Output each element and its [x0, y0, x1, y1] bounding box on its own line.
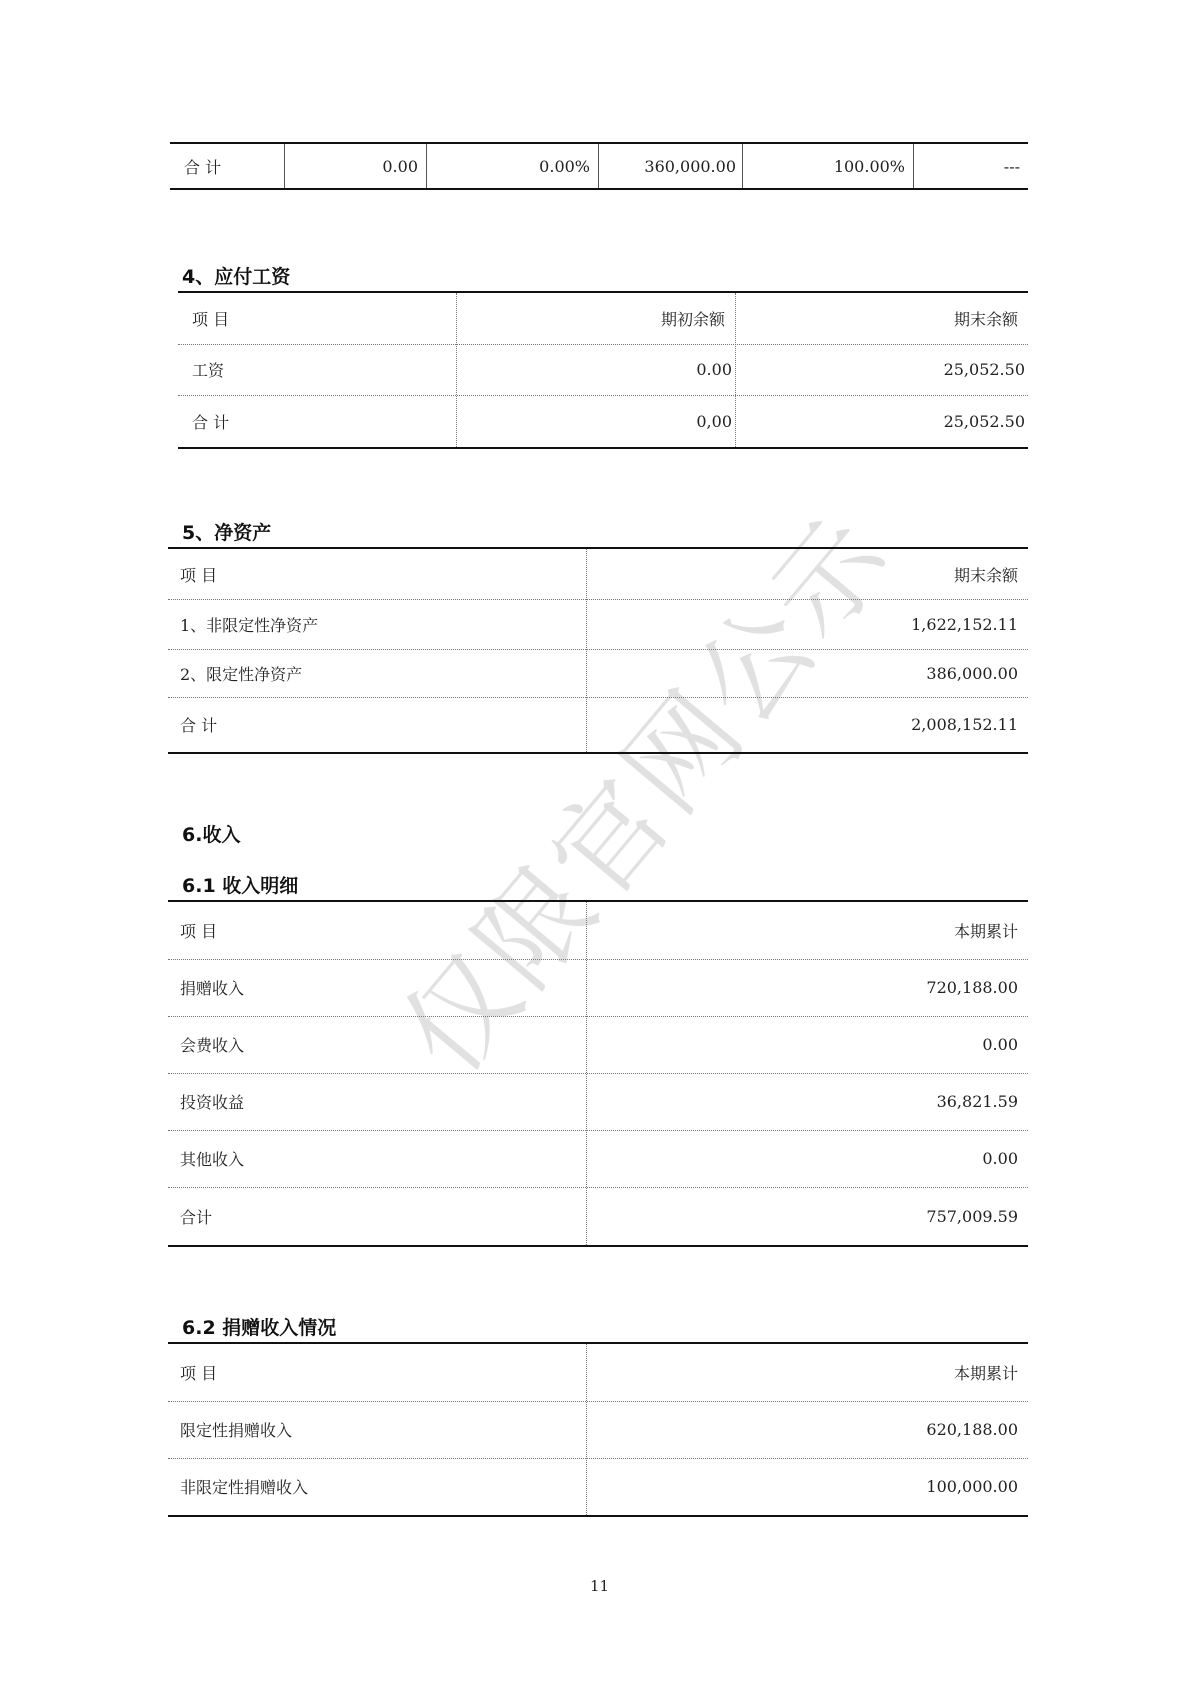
- total-label: 合 计: [184, 157, 222, 177]
- row-value: 36,821.59: [936, 1092, 1018, 1111]
- row-label: 其他收入: [180, 1150, 245, 1169]
- table-row: [168, 1016, 1028, 1074]
- table-row: [170, 144, 1028, 188]
- section-heading-6: 6.收入: [182, 824, 241, 846]
- row-value: 0,00: [696, 411, 732, 431]
- page-number: 11: [590, 1577, 610, 1595]
- table-row: [168, 1401, 1028, 1459]
- row-label: 会费收入: [180, 1036, 245, 1055]
- table-cell: 0.00: [382, 156, 418, 176]
- header-cumulative: 本期累计: [953, 1364, 1018, 1383]
- section-heading-5: 5、净资产: [182, 522, 272, 544]
- row-value: 0.00: [982, 1035, 1018, 1054]
- table-header-row: [168, 1344, 1028, 1402]
- row-value: 720,188.00: [926, 978, 1018, 997]
- table-row: [178, 395, 1028, 447]
- row-label: 非限定性捐赠收入: [180, 1478, 309, 1497]
- row-label: 捐赠收入: [180, 979, 245, 998]
- donation-income-table: [168, 1342, 1028, 1517]
- header-item: 项 目: [192, 310, 230, 329]
- header-item: 项 目: [180, 1364, 218, 1383]
- header-item: 项 目: [180, 922, 218, 941]
- table-row: [168, 649, 1028, 698]
- row-label: 2、限定性净资产: [180, 664, 303, 684]
- table-row: [168, 1187, 1028, 1245]
- table-row: [168, 1130, 1028, 1188]
- header-closing: 期末余额: [953, 310, 1018, 329]
- row-value: 2,008,152.11: [911, 715, 1018, 734]
- row-value: 100,000.00: [926, 1477, 1018, 1496]
- row-value: 0.00: [982, 1149, 1018, 1168]
- table-cell: 100.00%: [833, 156, 905, 176]
- header-cumulative: 本期累计: [953, 922, 1018, 941]
- row-value: 386,000.00: [926, 663, 1018, 683]
- row-value: 0.00: [696, 360, 732, 379]
- row-value: 757,009.59: [926, 1206, 1018, 1226]
- table-cell: 0.00%: [539, 156, 590, 176]
- table-row: [168, 599, 1028, 650]
- table-header-row: [168, 549, 1028, 600]
- row-label: 工资: [192, 361, 225, 380]
- table-row: [168, 1458, 1028, 1515]
- net-assets-table: [168, 547, 1028, 754]
- row-value: 25,052.50: [943, 411, 1025, 431]
- section-heading-6-2: 6.2 捐赠收入情况: [182, 1317, 337, 1339]
- table-row: [178, 344, 1028, 396]
- header-item: 项 目: [180, 565, 218, 585]
- table-row: [168, 959, 1028, 1017]
- row-label: 1、非限定性净资产: [180, 615, 319, 635]
- table-cell: 360,000.00: [644, 156, 736, 176]
- table-row: [168, 697, 1028, 752]
- row-value: 1,622,152.11: [911, 614, 1018, 634]
- row-label: 投资收益: [180, 1093, 245, 1112]
- section-heading-4: 4、应付工资: [182, 266, 291, 288]
- top-summary-table: [170, 142, 1028, 190]
- row-value: 25,052.50: [943, 360, 1025, 379]
- table-header-row: [178, 293, 1028, 345]
- row-label: 合 计: [192, 412, 230, 432]
- table-header-row: [168, 902, 1028, 960]
- wages-payable-table: [178, 291, 1028, 449]
- table-cell: ---: [1003, 156, 1020, 176]
- row-label: 合计: [180, 1207, 213, 1227]
- header-closing: 期末余额: [953, 565, 1018, 585]
- income-detail-table: [168, 900, 1028, 1247]
- row-label: 限定性捐赠收入: [180, 1421, 293, 1440]
- row-label: 合 计: [180, 716, 218, 735]
- row-value: 620,188.00: [926, 1420, 1018, 1439]
- table-row: [168, 1073, 1028, 1131]
- section-heading-6-1: 6.1 收入明细: [182, 875, 299, 897]
- header-opening: 期初余额: [660, 310, 725, 329]
- watermark: 仅限官网公示: [378, 491, 917, 1098]
